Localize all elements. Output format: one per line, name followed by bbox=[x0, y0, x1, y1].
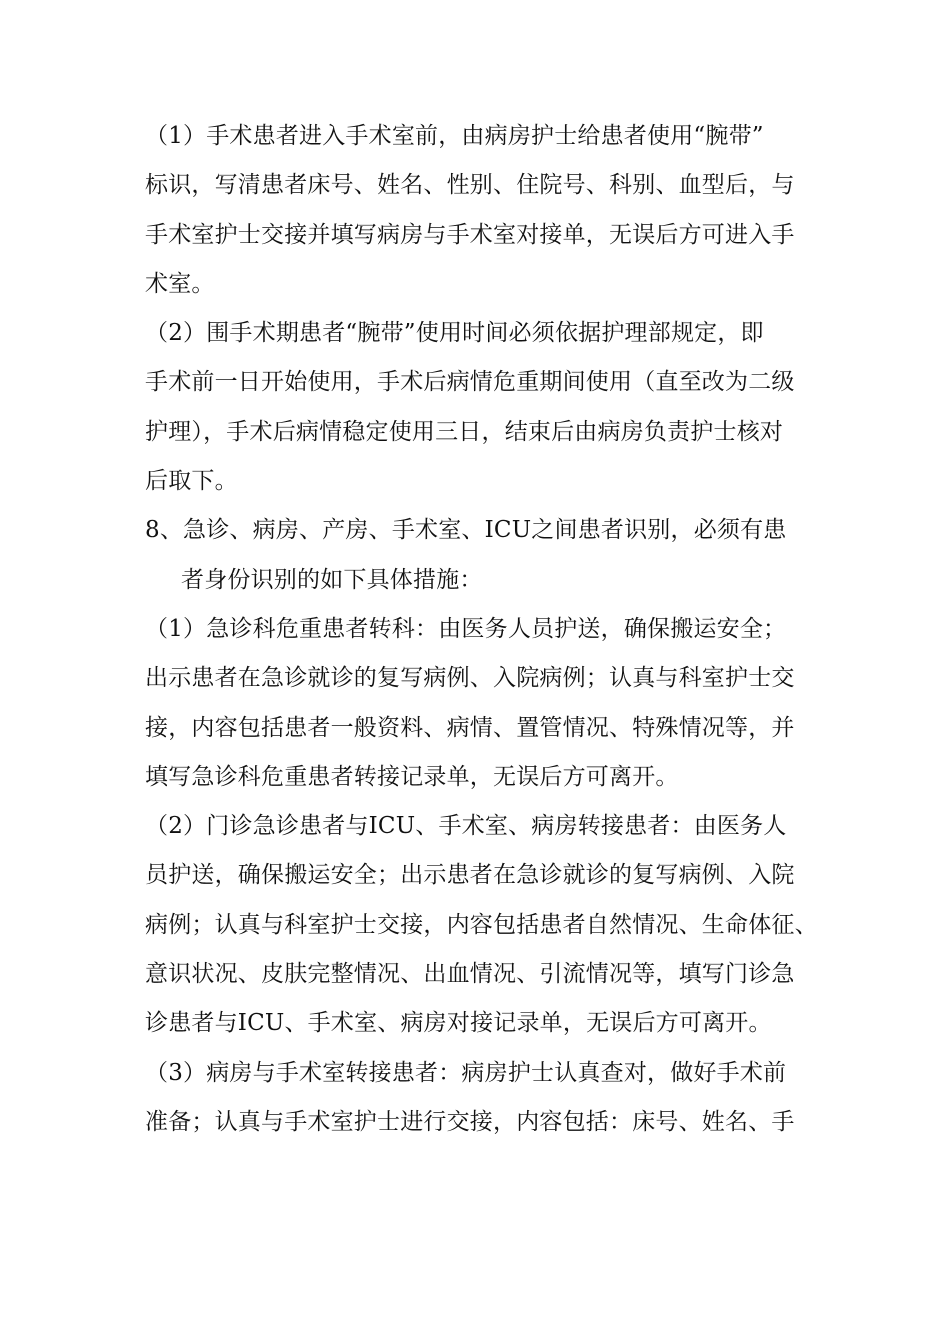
text-line: （1）手术患者进入手术室前，由病房护士给患者使用“腕带” bbox=[145, 123, 764, 149]
text-line: 标识，写清患者床号、姓名、性别、住院号、科别、血型后，与 bbox=[145, 172, 795, 199]
text-line: （3）病房与手术室转接患者：病房护士认真查对，做好手术前 bbox=[145, 1059, 787, 1086]
text-line: （2）门诊急诊患者与ICU、手术室、病房转接患者：由医务人 bbox=[145, 813, 787, 840]
text-line: （1）急诊科危重患者转科：由医务人员护送，确保搬运安全； bbox=[145, 615, 787, 642]
text-line: 手术前一日开始使用，手术后病情危重期间使用（直至改为二级 bbox=[145, 369, 795, 396]
text-line: 后取下。 bbox=[145, 468, 238, 495]
text-line: 术室。 bbox=[145, 270, 215, 297]
text-line: 接，内容包括患者一般资料、病情、置管情况、特殊情况等，并 bbox=[145, 714, 795, 741]
text-line: 意识状况、皮肤完整情况、出血情况、引流情况等，填写门诊急 bbox=[145, 961, 795, 988]
text-line: 出示患者在急诊就诊的复写病例、入院病例；认真与科室护士交 bbox=[145, 665, 795, 692]
text-line: （2）围手术期患者“腕带”使用时间必须依据护理部规定，即 bbox=[145, 320, 764, 347]
text-line: 病例；认真与科室护士交接，内容包括患者自然情况、生命体征、 bbox=[145, 911, 818, 938]
text-line: 者身份识别的如下具体措施： bbox=[181, 566, 483, 593]
text-line: 8、急诊、病房、产房、手术室、ICU之间患者识别，必须有患 bbox=[145, 517, 787, 544]
text-line: 手术室护士交接并填写病房与手术室对接单，无误后方可进入手 bbox=[145, 221, 795, 248]
document-body bbox=[145, 112, 818, 1147]
text-line: 准备；认真与手术室护士进行交接，内容包括：床号、姓名、手 bbox=[145, 1108, 795, 1135]
text-line: 诊患者与ICU、手术室、病房对接记录单，无误后方可离开。 bbox=[145, 1010, 772, 1037]
text-line: 填写急诊科危重患者转接记录单，无误后方可离开。 bbox=[145, 763, 679, 790]
text-line: 护理），手术后病情稳定使用三日，结束后由病房负责护士核对 bbox=[145, 418, 784, 445]
text-line: 员护送，确保搬运安全；出示患者在急诊就诊的复写病例、入院 bbox=[145, 862, 795, 889]
